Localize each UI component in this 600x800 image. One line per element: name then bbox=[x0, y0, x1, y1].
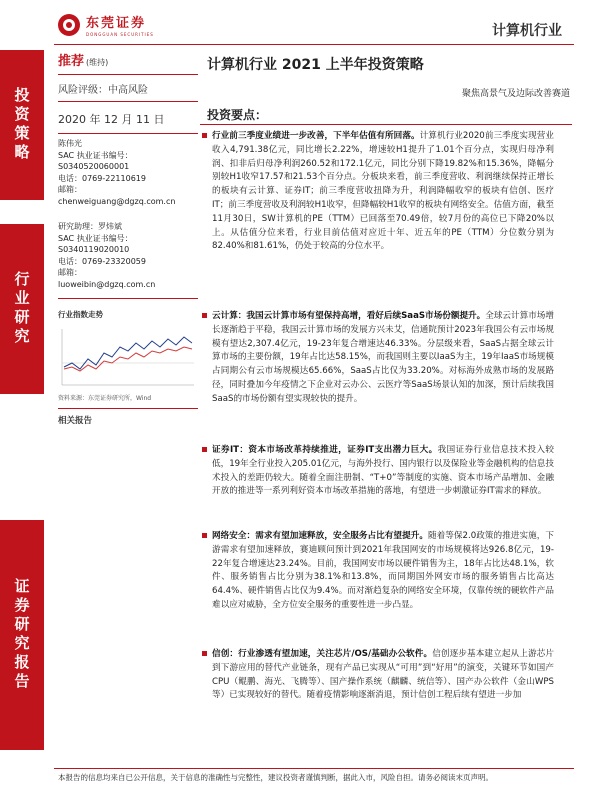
bullet-icon bbox=[202, 533, 207, 538]
sidebar-top-band bbox=[0, 50, 44, 200]
analyst-email[interactable]: chenweiguang@dgzq.com.cn bbox=[58, 196, 176, 206]
key-point-lead: 网络安全：需求有望加速释放，安全服务占比有望提升。 bbox=[212, 531, 428, 541]
key-point-securities-it bbox=[212, 444, 554, 499]
sidebar-bottom-band bbox=[0, 520, 44, 750]
key-point-cloud bbox=[212, 310, 554, 407]
industry-label: 计算机行业 bbox=[492, 23, 562, 39]
page-header bbox=[0, 0, 600, 46]
rating-change: (维持) bbox=[86, 58, 109, 67]
key-point-body: 随着等保2.0政策的推进实施，下游需求有望加速释放，赛迪顾问预计到2021年我国网安的市场规模将达926.8亿元，19-22年复合增速达23.24%。目前，我国网安市场以硬件销售为主，18年占比达48.1%，软件、服务销售占比分别为38.1%和13.8%，而同期国外网安市场的服务销售占比高达64.4%、硬件销售占比仅为9.4%。而对渐趋复杂的网络安全环境，仅靠传统的硬软件产品难以应对威胁，全方位安全服务的重要性进一步凸显。 bbox=[212, 531, 554, 610]
key-point-lead: 行业前三季度业绩进一步改善，下半年估值有所回落。 bbox=[212, 131, 420, 141]
logo-cn: 东莞证券 bbox=[86, 16, 147, 31]
key-point-body: 信创逐步基本建立起从上游芯片到下游应用的替代产业链条，现有产品已实现从“可用”到“好用”的演变，关键环节如国产CPU（鲲鹏、海光、飞腾等）、国产操作系统（麒麟、统信等）、国产办公软件（金山WPS等）已实现较好的替代。随着疫情影响逐渐消退，预计信创工程后续有望进一步加 bbox=[212, 649, 554, 701]
company-logo bbox=[58, 12, 154, 37]
analyst-block bbox=[58, 138, 198, 207]
analyst-cert: S0340119020010 bbox=[58, 245, 130, 254]
analyst-email[interactable]: luoweibin@dgzq.com.cn bbox=[58, 279, 156, 289]
divider bbox=[58, 408, 198, 409]
analyst-cert: S0340520060001 bbox=[58, 162, 130, 171]
key-point-body: 计算机行业2020前三季度实现营业收入4,791.38亿元，同比增长2.22%，增速较H1提升了1.01个百分点，实现归母净利润、扣非后归母净利润260.52和172.1亿元，同比分别下降19.82%和15.36%，降幅分别较H1收窄17.57和21.53个百分点。分板块来看，前三季度营收、利润继续保持正增长的板块有云计算、证券IT；前三季度营收扭降为升，利润降幅收窄的板块有信创、医疗IT；前三季度营收及利润较H1收窄，但降幅较H1收窄的板块有网络安全。估值方面，截至11月30日，SW计算机的PE（TTM）已回落至70.49倍，较7月份的高位已下降20%以上。从估值分位来看，行业目前估值对应近十年、近五年的PE（TTM）分位数分别为82.40%和81.61%，仍处于较高的分位水平。 bbox=[212, 131, 554, 252]
bullet-icon bbox=[202, 651, 207, 656]
header-divider bbox=[54, 44, 574, 45]
key-point-body: 全球云计算市场增长逐渐趋于平稳，我国云计算市场的发展方兴未艾，信通院预计2023年我国公有云市场规模有望达2,307.4亿元，19-23年复合增速达46.33%。分层级来看，SaaS占据全球云计算市场的主要份额，19年占比达58.15%，而我国则主要以IaaS为主，19年IaaS市场规模占同期公有云市场规模达65.66%，SaaS占比仅为33.20%。对标海外成熟市场的发展路径，同时叠加今年疫情之下企业对云办公、云医疗等SaaS场景认知的加深，预计后续我国SaaS的市场份额有望实现较快的提升。 bbox=[212, 311, 554, 404]
logo-en: DONGGUAN SECURITIES bbox=[86, 32, 154, 37]
report-date: 2020 年 12 月 11 日 bbox=[58, 113, 165, 126]
key-point-body: 我国证券行业信息技术投入较低，19年全行业投入205.01亿元，与海外投行、国内银行以及保险业等金融机构的信息技术投入的差距仍较大。随着全面注册制、“T+0”等制度的实施、资本市场产品增加、金融开放的推进等一系列利好资本市场改革措施的落地，有望进一步刺激证券IT需求的释放。 bbox=[212, 445, 554, 497]
analyst-cert-label: SAC 执业证书编号： bbox=[58, 233, 133, 243]
logo-mark-icon bbox=[58, 14, 80, 36]
key-point-cybersecurity bbox=[212, 530, 554, 613]
key-point-lead: 云计算：我国云计算市场有望保持高增，看好后续SaaS市场份额提升。 bbox=[212, 311, 486, 321]
analyst-email-label: 邮箱： bbox=[58, 185, 82, 194]
trend-chart-title: 行业指数走势 bbox=[58, 310, 103, 319]
analyst-name: 研究助理：罗炜斌 bbox=[58, 222, 122, 231]
sidebar-top-label: 投资策略 bbox=[12, 87, 31, 163]
report-title: 计算机行业 2021 上半年投资策略 bbox=[207, 57, 424, 73]
report-subtitle: 聚焦高景气及边际改善赛道 bbox=[461, 89, 570, 99]
related-reports-heading: 相关报告 bbox=[58, 416, 93, 426]
analyst-phone: 电话：0769-23320059 bbox=[58, 256, 146, 266]
section-divider bbox=[200, 124, 572, 125]
sidebar-middle-band bbox=[0, 224, 44, 394]
bullet-icon bbox=[202, 133, 207, 138]
sidebar-bottom-label: 证券研究报告 bbox=[12, 578, 31, 692]
bullet-icon bbox=[202, 447, 207, 452]
key-point-lead: 证券IT：资本市场改革持续推进，证券IT支出潜力巨大。 bbox=[212, 445, 438, 455]
sidebar-middle-label: 行业研究 bbox=[12, 271, 31, 347]
key-point-lead: 信创：行业渗透有望加速，关注芯片/OS/基础办公软件。 bbox=[212, 649, 433, 659]
trend-chart-source: 资料来源：东莞证券研究所，Wind bbox=[58, 395, 152, 402]
rating-label: 推荐 bbox=[58, 54, 85, 69]
disclaimer: 本报告的信息均来自已公开信息，关于信息的准确性与完整性，建议投资者谨慎判断，据此入市，风险自担。请务必阅读末页声明。 bbox=[58, 773, 493, 782]
left-info-column bbox=[58, 50, 198, 426]
chart-series-industry bbox=[64, 337, 192, 369]
analyst-block bbox=[58, 221, 198, 290]
rating bbox=[58, 50, 198, 69]
section-heading: 投资要点： bbox=[207, 108, 268, 122]
divider bbox=[58, 101, 198, 102]
key-point-xinchuang bbox=[212, 648, 554, 703]
analyst-phone: 电话：0769-22110619 bbox=[58, 173, 146, 183]
divider bbox=[58, 133, 198, 134]
analyst-email-label: 邮箱： bbox=[58, 268, 82, 277]
analyst-cert-label: SAC 执业证书编号： bbox=[58, 150, 133, 160]
footer-divider bbox=[54, 768, 574, 769]
divider bbox=[58, 74, 198, 75]
key-point-earnings bbox=[212, 130, 554, 254]
analyst-name: 陈伟光 bbox=[58, 139, 82, 148]
risk-rating: 风险评级：中高风险 bbox=[58, 85, 148, 96]
divider bbox=[58, 298, 198, 299]
bullet-icon bbox=[202, 313, 207, 318]
industry-trend-chart bbox=[58, 323, 198, 391]
